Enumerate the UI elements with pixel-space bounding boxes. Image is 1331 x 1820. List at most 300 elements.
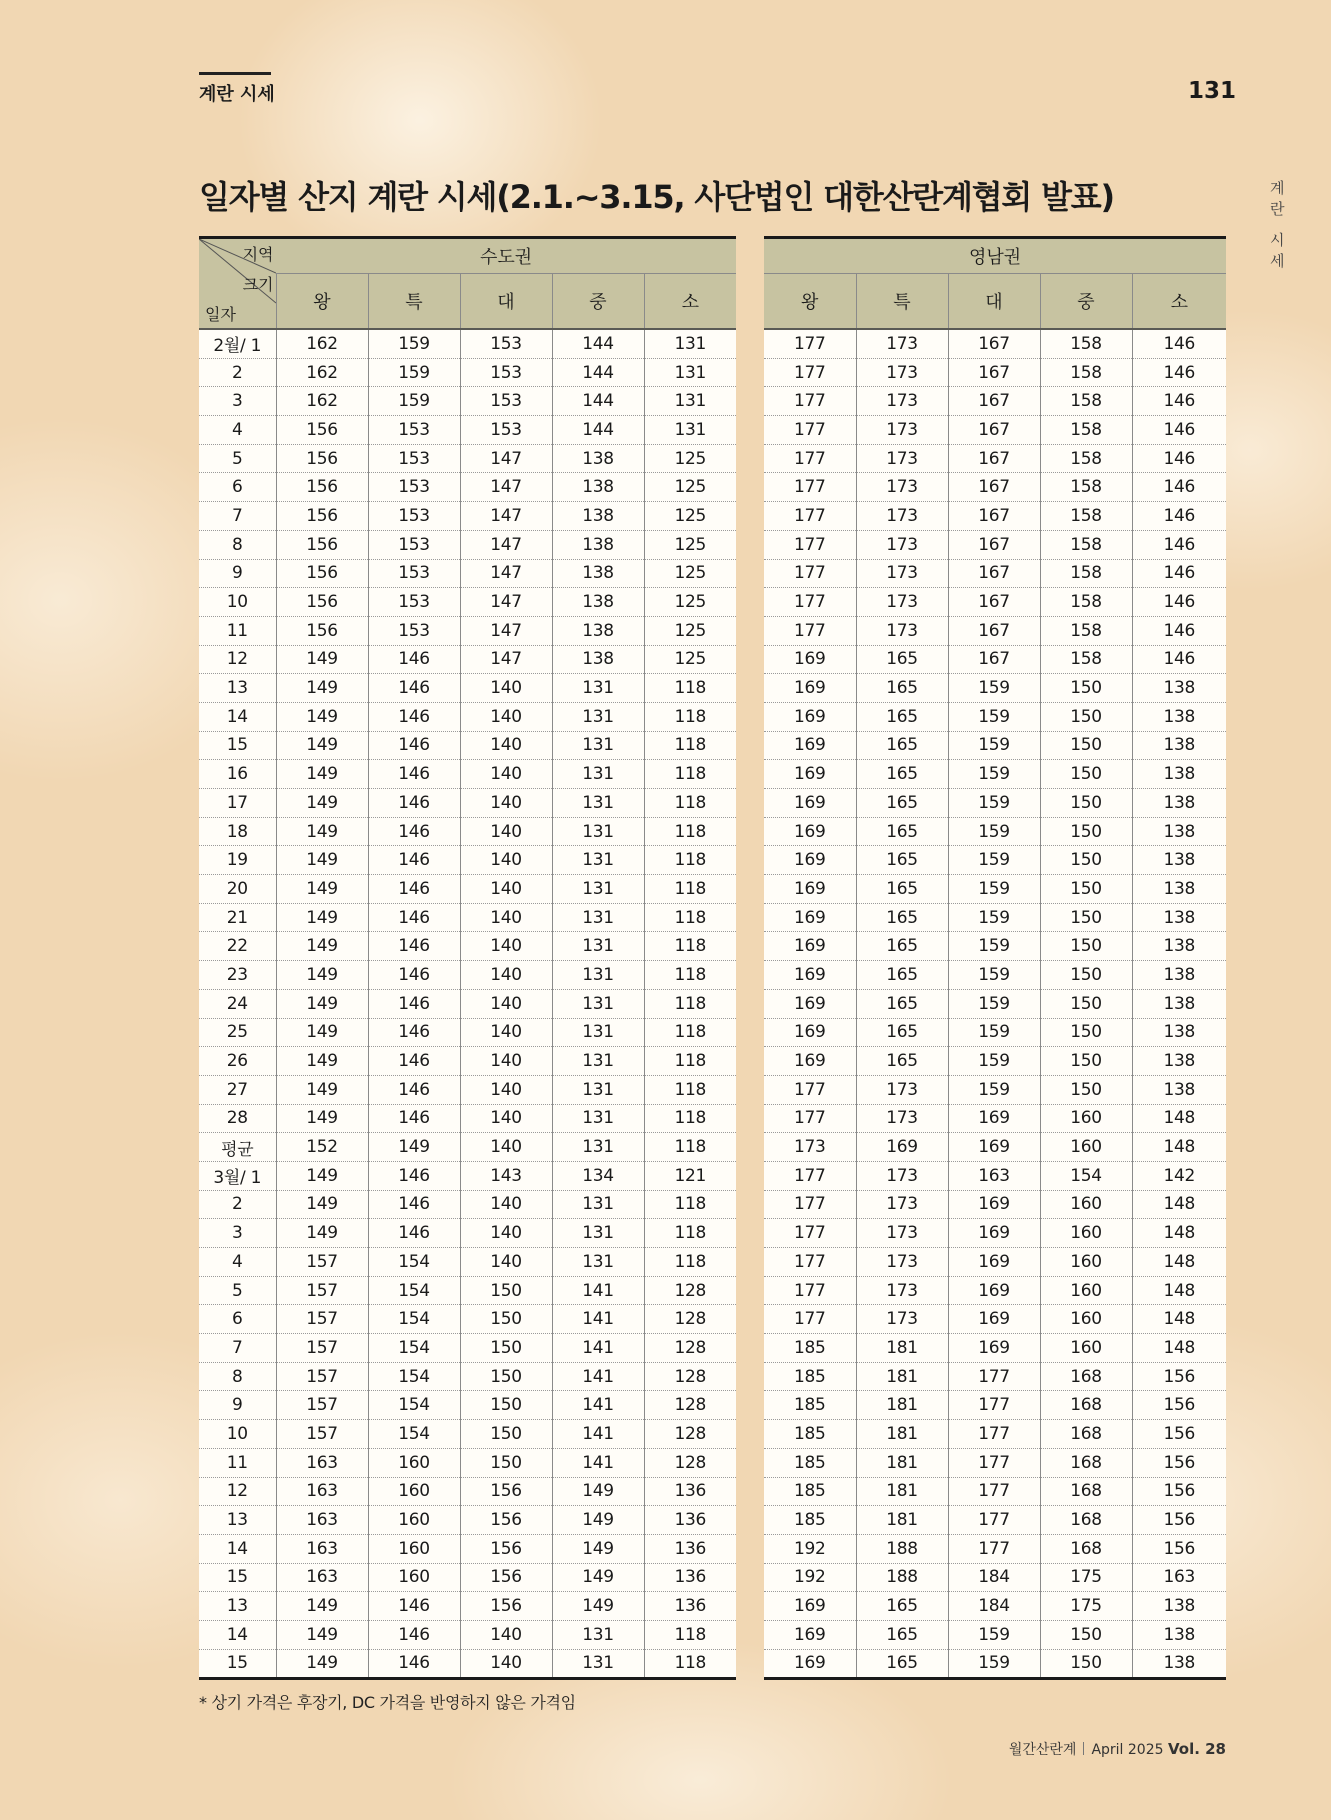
table-row bbox=[764, 674, 1226, 703]
price-cell: 173 bbox=[856, 444, 948, 473]
price-cell: 157 bbox=[276, 1334, 368, 1363]
price-cell: 159 bbox=[948, 961, 1040, 990]
price-cell: 141 bbox=[552, 1362, 644, 1391]
price-cell: 138 bbox=[1132, 674, 1226, 703]
price-cell: 146 bbox=[368, 1649, 460, 1679]
region-header-yeongnam: 영남권 bbox=[764, 238, 1226, 274]
table-row bbox=[764, 789, 1226, 818]
price-cell: 165 bbox=[856, 875, 948, 904]
price-cell: 147 bbox=[460, 473, 552, 502]
side-label-char: 계 bbox=[1270, 179, 1285, 197]
price-cell: 125 bbox=[644, 502, 736, 531]
price-cell: 165 bbox=[856, 674, 948, 703]
price-cell: 154 bbox=[368, 1305, 460, 1334]
price-cell: 125 bbox=[644, 645, 736, 674]
price-cell: 159 bbox=[948, 846, 1040, 875]
price-cell: 149 bbox=[276, 1018, 368, 1047]
price-cell: 154 bbox=[368, 1276, 460, 1305]
date-cell: 19 bbox=[199, 846, 276, 875]
price-cell: 173 bbox=[856, 1190, 948, 1219]
price-cell: 118 bbox=[644, 1248, 736, 1277]
table-row bbox=[199, 989, 736, 1018]
price-cell: 138 bbox=[1132, 1018, 1226, 1047]
price-cell: 118 bbox=[644, 875, 736, 904]
table-row bbox=[199, 416, 736, 445]
price-cell: 163 bbox=[276, 1448, 368, 1477]
table-row bbox=[199, 1334, 736, 1363]
price-cell: 165 bbox=[856, 989, 948, 1018]
price-cell: 138 bbox=[552, 530, 644, 559]
price-cell: 169 bbox=[948, 1190, 1040, 1219]
table-row bbox=[199, 1305, 736, 1334]
price-cell: 118 bbox=[644, 789, 736, 818]
date-cell: 5 bbox=[199, 1276, 276, 1305]
price-cell: 169 bbox=[764, 789, 856, 818]
price-cell: 150 bbox=[1040, 1649, 1132, 1679]
date-cell: 22 bbox=[199, 932, 276, 961]
price-cell: 158 bbox=[1040, 387, 1132, 416]
price-cell: 146 bbox=[368, 1190, 460, 1219]
price-cell: 158 bbox=[1040, 588, 1132, 617]
price-cell: 146 bbox=[368, 1047, 460, 1076]
table-row bbox=[764, 416, 1226, 445]
table-row bbox=[199, 1448, 736, 1477]
price-cell: 173 bbox=[856, 616, 948, 645]
table-row bbox=[199, 903, 736, 932]
price-cell: 156 bbox=[460, 1563, 552, 1592]
price-cell: 146 bbox=[1132, 387, 1226, 416]
price-cell: 140 bbox=[460, 989, 552, 1018]
table-row bbox=[199, 817, 736, 846]
price-cell: 148 bbox=[1132, 1133, 1226, 1162]
price-cell: 149 bbox=[552, 1506, 644, 1535]
price-cell: 146 bbox=[368, 760, 460, 789]
price-cell: 146 bbox=[368, 645, 460, 674]
price-cell: 144 bbox=[552, 329, 644, 358]
price-cell: 156 bbox=[1132, 1534, 1226, 1563]
price-cell: 165 bbox=[856, 846, 948, 875]
price-cell: 131 bbox=[552, 1248, 644, 1277]
table-row bbox=[764, 358, 1226, 387]
date-cell: 10 bbox=[199, 588, 276, 617]
price-cell: 150 bbox=[1040, 702, 1132, 731]
price-cell: 165 bbox=[856, 760, 948, 789]
price-cell: 146 bbox=[1132, 502, 1226, 531]
price-cell: 163 bbox=[1132, 1563, 1226, 1592]
price-cell: 150 bbox=[1040, 1075, 1132, 1104]
corner-region-label: 지역 bbox=[242, 245, 274, 264]
price-cell: 160 bbox=[368, 1563, 460, 1592]
price-cell: 128 bbox=[644, 1362, 736, 1391]
price-cell: 158 bbox=[1040, 645, 1132, 674]
price-cell: 160 bbox=[1040, 1276, 1132, 1305]
table-row bbox=[764, 1248, 1226, 1277]
price-cell: 165 bbox=[856, 1018, 948, 1047]
table-row bbox=[764, 1276, 1226, 1305]
price-cell: 159 bbox=[948, 932, 1040, 961]
price-cell: 146 bbox=[368, 1219, 460, 1248]
price-cell: 177 bbox=[764, 1305, 856, 1334]
price-cell: 154 bbox=[368, 1362, 460, 1391]
price-cell: 150 bbox=[1040, 903, 1132, 932]
price-cell: 177 bbox=[764, 329, 856, 358]
price-cell: 128 bbox=[644, 1420, 736, 1449]
price-cell: 173 bbox=[856, 1276, 948, 1305]
price-cell: 146 bbox=[368, 846, 460, 875]
price-cell: 149 bbox=[276, 1219, 368, 1248]
table-row bbox=[764, 875, 1226, 904]
price-cell: 162 bbox=[276, 329, 368, 358]
price-cell: 142 bbox=[1132, 1161, 1226, 1190]
yeongnam-table-body bbox=[764, 329, 1226, 1679]
price-cell: 149 bbox=[276, 1620, 368, 1649]
price-cell: 131 bbox=[552, 674, 644, 703]
price-cell: 138 bbox=[552, 616, 644, 645]
price-cell: 153 bbox=[460, 387, 552, 416]
table-row bbox=[764, 588, 1226, 617]
price-cell: 156 bbox=[276, 530, 368, 559]
corner-date-label: 일자 bbox=[205, 305, 236, 324]
price-cell: 118 bbox=[644, 846, 736, 875]
price-cell: 131 bbox=[644, 358, 736, 387]
table-row bbox=[199, 1248, 736, 1277]
table-corner-header bbox=[199, 238, 276, 330]
table-row bbox=[199, 588, 736, 617]
date-cell: 4 bbox=[199, 1248, 276, 1277]
price-cell: 169 bbox=[948, 1248, 1040, 1277]
price-cell: 153 bbox=[368, 616, 460, 645]
price-cell: 173 bbox=[856, 1219, 948, 1248]
side-label-char: 세 bbox=[1270, 252, 1285, 270]
table-row bbox=[764, 932, 1226, 961]
price-cell: 169 bbox=[764, 817, 856, 846]
price-cell: 131 bbox=[552, 1018, 644, 1047]
page-number: 131 bbox=[1188, 78, 1237, 104]
price-cell: 149 bbox=[276, 932, 368, 961]
size-header-special: 특 bbox=[368, 274, 460, 330]
size-header-large: 대 bbox=[460, 274, 552, 330]
price-cell: 181 bbox=[856, 1477, 948, 1506]
price-cell: 131 bbox=[552, 989, 644, 1018]
table-row bbox=[199, 444, 736, 473]
date-cell: 2월/ 1 bbox=[199, 329, 276, 358]
price-cell: 177 bbox=[948, 1477, 1040, 1506]
date-cell: 15 bbox=[199, 1649, 276, 1679]
price-cell: 159 bbox=[948, 1620, 1040, 1649]
price-cell: 138 bbox=[1132, 875, 1226, 904]
price-cell: 157 bbox=[276, 1420, 368, 1449]
price-cell: 131 bbox=[552, 1620, 644, 1649]
price-cell: 181 bbox=[856, 1420, 948, 1449]
price-cell: 146 bbox=[368, 875, 460, 904]
price-cell: 167 bbox=[948, 502, 1040, 531]
price-cell: 140 bbox=[460, 1018, 552, 1047]
price-cell: 156 bbox=[276, 444, 368, 473]
table-row bbox=[764, 616, 1226, 645]
price-cell: 140 bbox=[460, 674, 552, 703]
price-cell: 165 bbox=[856, 702, 948, 731]
price-cell: 177 bbox=[948, 1448, 1040, 1477]
price-cell: 141 bbox=[552, 1276, 644, 1305]
price-cell: 153 bbox=[460, 329, 552, 358]
price-cell: 150 bbox=[460, 1420, 552, 1449]
magazine-name: 월간산란계 bbox=[1008, 1742, 1077, 1758]
price-cell: 149 bbox=[276, 989, 368, 1018]
price-cell: 148 bbox=[1132, 1276, 1226, 1305]
size-header-small: 소 bbox=[1132, 274, 1226, 330]
price-cell: 125 bbox=[644, 616, 736, 645]
price-cell: 160 bbox=[1040, 1104, 1132, 1133]
price-cell: 177 bbox=[764, 530, 856, 559]
date-cell: 8 bbox=[199, 530, 276, 559]
price-cell: 160 bbox=[368, 1477, 460, 1506]
price-cell: 128 bbox=[644, 1305, 736, 1334]
table-row bbox=[764, 1362, 1226, 1391]
price-cell: 128 bbox=[644, 1334, 736, 1363]
price-cell: 118 bbox=[644, 817, 736, 846]
price-cell: 162 bbox=[276, 387, 368, 416]
price-cell: 140 bbox=[460, 846, 552, 875]
table-row bbox=[199, 502, 736, 531]
price-cell: 169 bbox=[764, 875, 856, 904]
date-cell: 8 bbox=[199, 1362, 276, 1391]
price-cell: 150 bbox=[460, 1334, 552, 1363]
date-cell: 7 bbox=[199, 502, 276, 531]
price-cell: 140 bbox=[460, 789, 552, 818]
price-cell: 125 bbox=[644, 473, 736, 502]
price-cell: 150 bbox=[460, 1448, 552, 1477]
price-cell: 167 bbox=[948, 329, 1040, 358]
price-cell: 131 bbox=[552, 702, 644, 731]
price-cell: 140 bbox=[460, 1620, 552, 1649]
price-cell: 158 bbox=[1040, 444, 1132, 473]
price-cell: 159 bbox=[948, 817, 1040, 846]
price-cell: 146 bbox=[368, 989, 460, 1018]
table-row bbox=[764, 1161, 1226, 1190]
price-cell: 154 bbox=[368, 1420, 460, 1449]
region-header-capital: 수도권 bbox=[276, 238, 736, 274]
price-cell: 131 bbox=[552, 1104, 644, 1133]
price-cell: 173 bbox=[856, 1248, 948, 1277]
price-cell: 167 bbox=[948, 387, 1040, 416]
price-cell: 141 bbox=[552, 1305, 644, 1334]
table-row bbox=[199, 1219, 736, 1248]
price-cell: 185 bbox=[764, 1506, 856, 1535]
price-cell: 150 bbox=[1040, 674, 1132, 703]
price-cell: 173 bbox=[764, 1133, 856, 1162]
table-row bbox=[199, 1391, 736, 1420]
price-cell: 159 bbox=[948, 875, 1040, 904]
price-cell: 158 bbox=[1040, 616, 1132, 645]
price-cell: 149 bbox=[276, 1190, 368, 1219]
price-cell: 146 bbox=[1132, 416, 1226, 445]
price-cell: 150 bbox=[1040, 760, 1132, 789]
price-cell: 160 bbox=[1040, 1219, 1132, 1248]
date-cell: 2 bbox=[199, 358, 276, 387]
date-cell: 3월/ 1 bbox=[199, 1161, 276, 1190]
date-cell: 7 bbox=[199, 1334, 276, 1363]
price-cell: 177 bbox=[764, 502, 856, 531]
price-cell: 160 bbox=[1040, 1133, 1132, 1162]
price-cell: 163 bbox=[948, 1161, 1040, 1190]
price-cell: 173 bbox=[856, 588, 948, 617]
price-cell: 146 bbox=[368, 1161, 460, 1190]
price-cell: 156 bbox=[1132, 1506, 1226, 1535]
price-cell: 140 bbox=[460, 817, 552, 846]
date-cell: 27 bbox=[199, 1075, 276, 1104]
table-row bbox=[199, 1075, 736, 1104]
price-cell: 158 bbox=[1040, 559, 1132, 588]
price-cell: 150 bbox=[1040, 1620, 1132, 1649]
volume-number: Vol. 28 bbox=[1167, 1740, 1226, 1758]
price-cell: 165 bbox=[856, 932, 948, 961]
section-label: 계란 시세 bbox=[199, 84, 275, 105]
price-cell: 168 bbox=[1040, 1391, 1132, 1420]
table-row bbox=[764, 1420, 1226, 1449]
price-cell: 153 bbox=[460, 416, 552, 445]
date-cell: 21 bbox=[199, 903, 276, 932]
price-cell: 146 bbox=[1132, 358, 1226, 387]
price-cell: 159 bbox=[368, 329, 460, 358]
table-row bbox=[199, 1649, 736, 1679]
price-cell: 160 bbox=[1040, 1334, 1132, 1363]
price-cell: 147 bbox=[460, 559, 552, 588]
price-cell: 138 bbox=[1132, 1592, 1226, 1621]
table-row bbox=[764, 1506, 1226, 1535]
price-cell: 140 bbox=[460, 1047, 552, 1076]
price-cell: 157 bbox=[276, 1305, 368, 1334]
price-cell: 146 bbox=[368, 1075, 460, 1104]
price-cell: 146 bbox=[1132, 645, 1226, 674]
date-cell: 11 bbox=[199, 1448, 276, 1477]
table-row bbox=[764, 760, 1226, 789]
price-cell: 150 bbox=[1040, 989, 1132, 1018]
price-cell: 146 bbox=[368, 731, 460, 760]
price-cell: 148 bbox=[1132, 1219, 1226, 1248]
price-cell: 136 bbox=[644, 1506, 736, 1535]
date-cell: 26 bbox=[199, 1047, 276, 1076]
price-cell: 148 bbox=[1132, 1334, 1226, 1363]
table-row bbox=[199, 846, 736, 875]
price-cell: 140 bbox=[460, 1104, 552, 1133]
table-row bbox=[199, 674, 736, 703]
price-cell: 149 bbox=[276, 1649, 368, 1679]
price-cell: 159 bbox=[948, 731, 1040, 760]
table-row bbox=[764, 1018, 1226, 1047]
price-cell: 147 bbox=[460, 444, 552, 473]
price-cell: 146 bbox=[368, 932, 460, 961]
price-cell: 177 bbox=[764, 387, 856, 416]
price-cell: 157 bbox=[276, 1248, 368, 1277]
table-row bbox=[199, 329, 736, 358]
price-cell: 141 bbox=[552, 1334, 644, 1363]
price-cell: 153 bbox=[368, 416, 460, 445]
price-cell: 173 bbox=[856, 473, 948, 502]
price-cell: 177 bbox=[764, 588, 856, 617]
price-cell: 160 bbox=[368, 1448, 460, 1477]
price-cell: 157 bbox=[276, 1391, 368, 1420]
table-row bbox=[764, 559, 1226, 588]
price-cell: 147 bbox=[460, 588, 552, 617]
price-cell: 177 bbox=[764, 473, 856, 502]
price-cell: 156 bbox=[1132, 1391, 1226, 1420]
price-cell: 159 bbox=[368, 358, 460, 387]
price-cell: 131 bbox=[552, 731, 644, 760]
price-cell: 131 bbox=[552, 961, 644, 990]
price-cell: 153 bbox=[368, 473, 460, 502]
price-cell: 149 bbox=[276, 1075, 368, 1104]
price-cell: 150 bbox=[1040, 789, 1132, 818]
price-cell: 138 bbox=[1132, 789, 1226, 818]
price-cell: 154 bbox=[368, 1334, 460, 1363]
price-cell: 173 bbox=[856, 416, 948, 445]
price-cell: 177 bbox=[948, 1420, 1040, 1449]
price-cell: 131 bbox=[644, 329, 736, 358]
price-cell: 146 bbox=[368, 903, 460, 932]
price-cell: 167 bbox=[948, 473, 1040, 502]
price-cell: 165 bbox=[856, 1649, 948, 1679]
price-cell: 141 bbox=[552, 1391, 644, 1420]
price-cell: 140 bbox=[460, 1075, 552, 1104]
date-cell: 18 bbox=[199, 817, 276, 846]
date-cell: 15 bbox=[199, 1563, 276, 1592]
price-cell: 159 bbox=[948, 1075, 1040, 1104]
price-cell: 131 bbox=[552, 846, 644, 875]
price-cell: 138 bbox=[1132, 702, 1226, 731]
date-cell: 24 bbox=[199, 989, 276, 1018]
price-cell: 177 bbox=[764, 1190, 856, 1219]
price-cell: 167 bbox=[948, 588, 1040, 617]
price-cell: 165 bbox=[856, 645, 948, 674]
price-cell: 128 bbox=[644, 1448, 736, 1477]
price-cell: 149 bbox=[276, 961, 368, 990]
table-row bbox=[764, 1391, 1226, 1420]
price-cell: 138 bbox=[1132, 846, 1226, 875]
table-row bbox=[199, 1047, 736, 1076]
date-cell: 3 bbox=[199, 387, 276, 416]
price-cell: 149 bbox=[276, 1104, 368, 1133]
table-row bbox=[764, 1477, 1226, 1506]
date-cell: 12 bbox=[199, 645, 276, 674]
price-cell: 159 bbox=[948, 760, 1040, 789]
price-cell: 138 bbox=[1132, 760, 1226, 789]
price-cell: 138 bbox=[552, 444, 644, 473]
table-row bbox=[199, 1477, 736, 1506]
price-cell: 160 bbox=[1040, 1248, 1132, 1277]
price-cell: 162 bbox=[276, 358, 368, 387]
price-cell: 153 bbox=[368, 530, 460, 559]
table-row bbox=[199, 1161, 736, 1190]
price-cell: 159 bbox=[948, 702, 1040, 731]
price-cell: 158 bbox=[1040, 329, 1132, 358]
size-header-king: 왕 bbox=[276, 274, 368, 330]
table-row bbox=[199, 530, 736, 559]
price-cell: 169 bbox=[764, 1018, 856, 1047]
price-cell: 131 bbox=[552, 760, 644, 789]
table-row bbox=[764, 1649, 1226, 1679]
table-row bbox=[764, 989, 1226, 1018]
table-row bbox=[199, 1133, 736, 1162]
table-row bbox=[199, 731, 736, 760]
date-cell: 28 bbox=[199, 1104, 276, 1133]
price-cell: 146 bbox=[368, 1620, 460, 1649]
date-cell: 14 bbox=[199, 702, 276, 731]
price-cell: 149 bbox=[276, 674, 368, 703]
price-cell: 169 bbox=[764, 961, 856, 990]
price-cell: 188 bbox=[856, 1563, 948, 1592]
page-footer bbox=[1009, 1739, 1226, 1759]
price-cell: 118 bbox=[644, 1018, 736, 1047]
